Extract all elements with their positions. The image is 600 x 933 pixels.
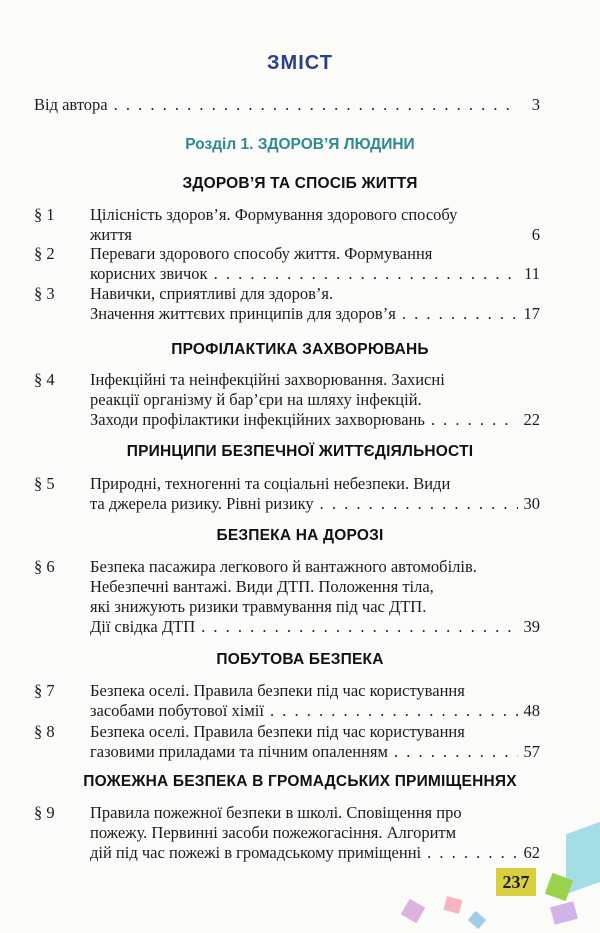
- entry-text: Від автора: [34, 95, 108, 114]
- entry-number: § 5: [34, 474, 55, 493]
- leader-dots: [427, 843, 517, 863]
- leader-dots: [270, 701, 518, 721]
- entry-page: 48: [523, 701, 540, 720]
- entry-line[interactable]: [90, 410, 540, 430]
- author-entry[interactable]: [34, 95, 540, 115]
- leader-dots: [114, 95, 518, 115]
- decorative-shape: [401, 899, 426, 924]
- topic-heading: ПРИНЦИПИ БЕЗПЕЧНОЇ ЖИТТЄДІЯЛЬНОСТІ: [126, 443, 474, 460]
- entry-text: дій під час пожежі в громадському приміщенні: [90, 843, 422, 862]
- entry-line[interactable]: Безпека пасажира легкового й вантажного автомобілів.: [90, 557, 477, 576]
- entry-number: § 7: [34, 681, 55, 700]
- entry-line[interactable]: [90, 742, 540, 762]
- entry-line[interactable]: [90, 701, 540, 721]
- entry-line[interactable]: Безпека оселі. Правила безпеки під час користування: [90, 681, 465, 700]
- entry-page: 30: [523, 494, 540, 513]
- entry-number: § 2: [34, 244, 55, 263]
- entry-page: 17: [523, 304, 540, 323]
- leader-dots: [402, 304, 518, 324]
- entry-line[interactable]: Небезпечні вантажі. Види ДТП. Положення тіла,: [90, 577, 434, 596]
- leader-dots: [214, 264, 518, 284]
- entry-line[interactable]: [90, 494, 540, 514]
- entry-line[interactable]: Навички, сприятливі для здоров’я.: [90, 284, 334, 303]
- topic-heading: ПОБУТОВА БЕЗПЕКА: [216, 651, 384, 668]
- topic-heading: ЗДОРОВ’Я ТА СПОСІБ ЖИТТЯ: [182, 175, 418, 192]
- decorative-shape: [468, 911, 486, 929]
- entry-text: та джерела ризику. Рівні ризику: [90, 494, 314, 513]
- decorative-shape: [443, 896, 462, 914]
- entry-line[interactable]: Цілісність здоров’я. Формування здорового способу: [90, 205, 458, 224]
- entry-number: § 6: [34, 557, 55, 576]
- entry-line[interactable]: [90, 225, 540, 245]
- entry-page: 22: [523, 410, 540, 429]
- entry-number: § 8: [34, 722, 55, 741]
- entry-page: 62: [523, 843, 540, 862]
- leader-dots: [320, 494, 518, 514]
- entry-line[interactable]: які знижують ризики травмування під час ДТП.: [90, 597, 427, 616]
- entry-line[interactable]: Безпека оселі. Правила безпеки під час користування: [90, 722, 465, 741]
- entry-number: § 4: [34, 370, 55, 389]
- section-heading: Розділ 1. ЗДОРОВ’Я ЛЮДИНИ: [185, 136, 415, 153]
- entry-number: § 1: [34, 205, 55, 224]
- entry-text: Заходи профілактики інфекційних захворювань: [90, 410, 425, 429]
- entry-page: 6: [531, 225, 540, 244]
- topic-heading: ПОЖЕЖНА БЕЗПЕКА В ГРОМАДСЬКИХ ПРИМІЩЕННЯХ: [83, 773, 517, 790]
- entry-number: § 3: [34, 284, 55, 303]
- entry-line[interactable]: Природні, техногенні та соціальні небезпеки. Види: [90, 474, 451, 493]
- entry-text: газовими приладами та пічним опаленням: [90, 742, 388, 761]
- entry-line[interactable]: Переваги здорового способу життя. Формування: [90, 244, 433, 263]
- entry-line[interactable]: пожежу. Первинні засоби пожежогасіння. Алгоритм: [90, 823, 457, 842]
- page-number: 237: [496, 868, 536, 896]
- leader-dots: [431, 410, 518, 430]
- entry-page: 3: [531, 95, 540, 114]
- entry-page: 57: [523, 742, 540, 761]
- entry-text: життя: [90, 225, 133, 244]
- decorative-shape: [550, 901, 578, 925]
- entry-text: Дії свідка ДТП: [90, 617, 196, 636]
- entry-line[interactable]: реакції організму й бар’єри на шляху інфекцій.: [90, 390, 422, 409]
- entry-text: Значення життєвих принципів для здоров’я: [90, 304, 396, 323]
- entry-page: 11: [524, 264, 540, 283]
- entry-line[interactable]: [90, 843, 540, 863]
- entry-number: § 9: [34, 803, 55, 822]
- topic-heading: БЕЗПЕКА НА ДОРОЗІ: [216, 527, 384, 544]
- entry-line[interactable]: Інфекційні та неінфекційні захворювання. Захисні: [90, 370, 445, 389]
- page-title: ЗМІСТ: [267, 52, 333, 74]
- entry-text: засобами побутової хімії: [90, 701, 264, 720]
- topic-heading: ПРОФІЛАКТИКА ЗАХВОРЮВАНЬ: [171, 341, 429, 358]
- entry-line[interactable]: Правила пожежної безпеки в школі. Сповіщення про: [90, 803, 462, 822]
- leader-dots: [201, 617, 517, 637]
- entry-text: корисних звичок: [90, 264, 208, 283]
- entry-page: 39: [523, 617, 540, 636]
- leader-dots: [394, 742, 518, 762]
- entry-line[interactable]: [90, 617, 540, 637]
- entry-line[interactable]: [90, 304, 540, 324]
- entry-line[interactable]: [90, 264, 540, 284]
